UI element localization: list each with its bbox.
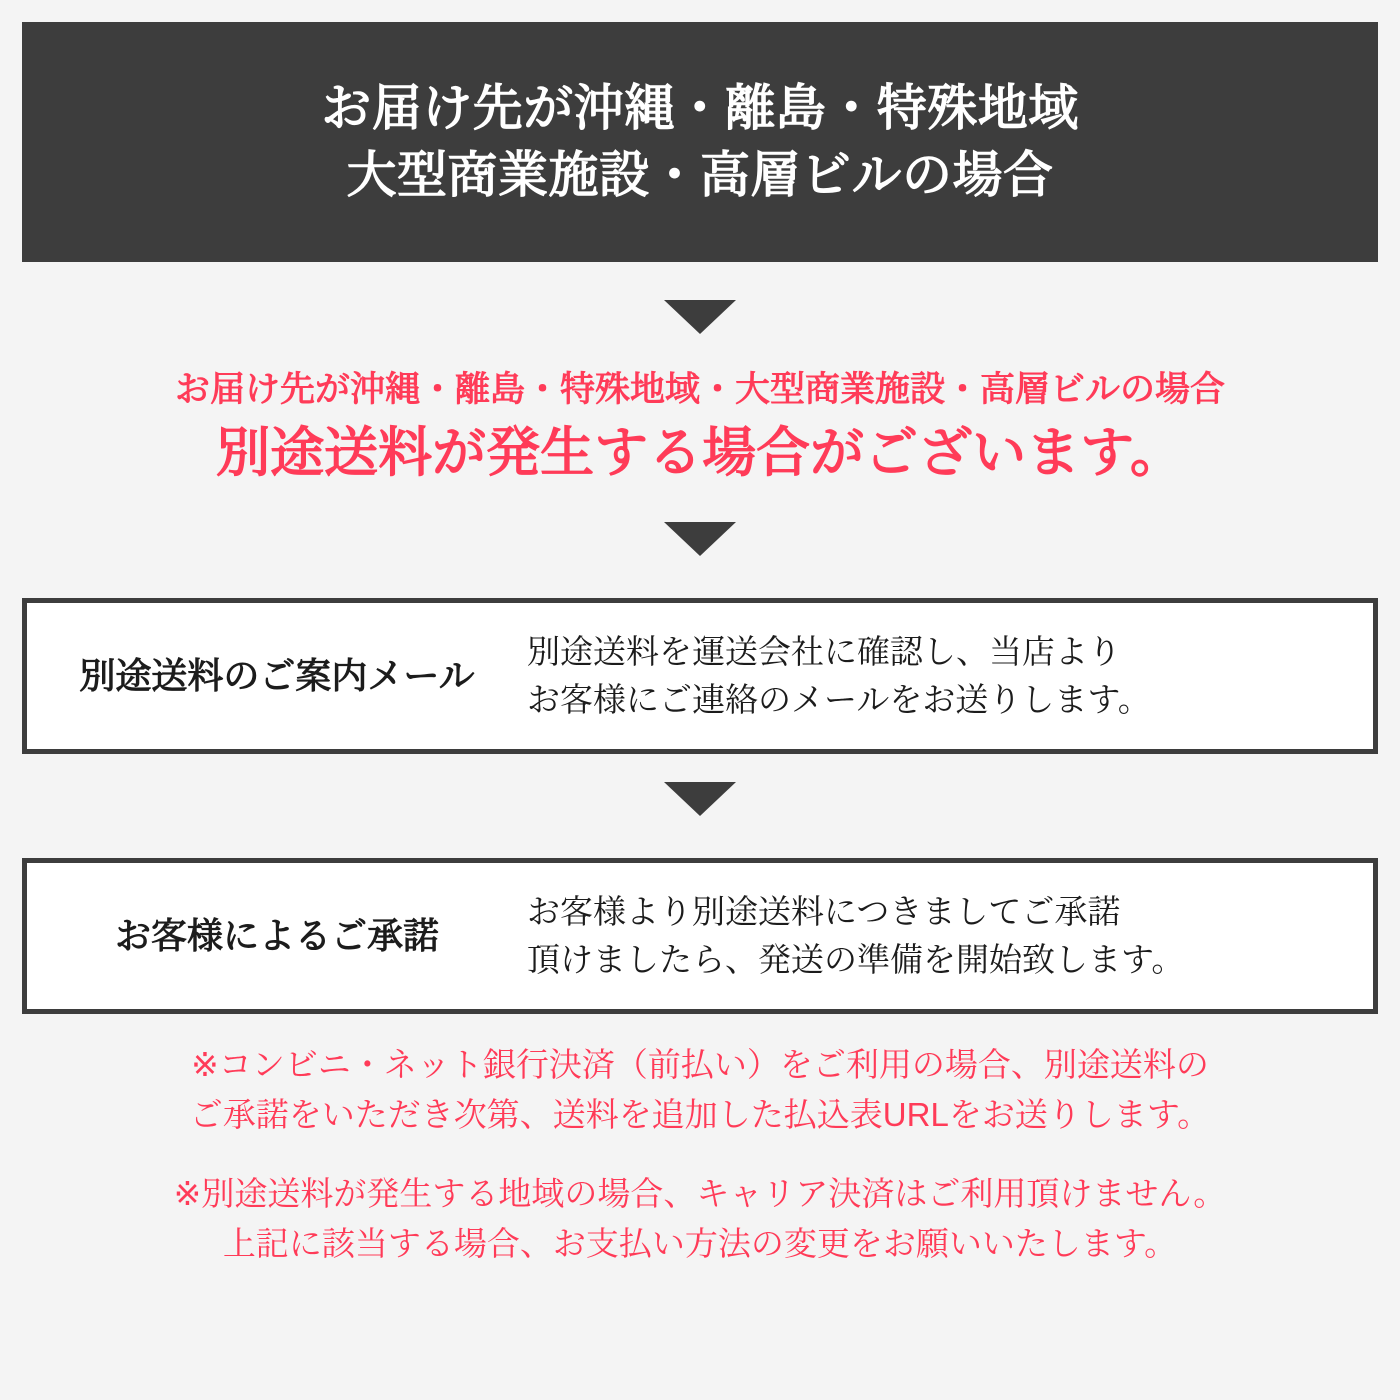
step-description-line-2: 頂けましたら、発送の準備を開始致します。 [527, 941, 1185, 978]
step-description [527, 628, 1373, 724]
header-title-line-2: 大型商業施設・高層ビルの場合 [346, 147, 1054, 203]
step-description-line-2: お客様にご連絡のメールをお送りします。 [527, 681, 1151, 718]
down-arrow-icon [664, 522, 736, 556]
emphasis-subtext: お届け先が沖縄・離島・特殊地域・大型商業施設・高層ビルの場合 [174, 370, 1225, 409]
step-label: 別途送料のご案内メール [79, 655, 475, 697]
step-box-customer-approval [22, 858, 1378, 1014]
footnote-item [0, 1169, 1400, 1268]
footnote-item [0, 1040, 1400, 1139]
header-banner [22, 22, 1378, 262]
step-description-line-1: お客様より別途送料につきましてご承諾 [527, 893, 1121, 931]
step-label: お客様によるご承諾 [114, 915, 439, 957]
footnote-line-2: 上記に該当する場合、お支払い方法の変更をお願いいたします。 [222, 1224, 1178, 1262]
step-description [527, 888, 1373, 984]
down-arrow-icon [664, 782, 736, 816]
emphasis-headline: 別途送料が発生する場合がございます。 [216, 422, 1184, 483]
step-description-line-1: 別途送料を運送会社に確認し、当店より [527, 633, 1121, 671]
emphasis-block [0, 368, 1400, 488]
step-box-guidance-email [22, 598, 1378, 754]
header-title-line-1: お届け先が沖縄・離島・特殊地域 [321, 79, 1079, 136]
footnote-line-1: ※コンビニ・ネット銀行決済（前払い）をご利用の場合、別途送料の [191, 1046, 1209, 1083]
footnote-line-2: ご承諾をいただき次第、送料を追加した払込表URLをお送りします。 [189, 1095, 1211, 1133]
down-arrow-icon [664, 300, 736, 334]
footnote-line-1: ※別途送料が発生する地域の場合、キャリア決済はご利用頂けません。 [173, 1175, 1227, 1212]
footnotes [0, 1040, 1400, 1268]
